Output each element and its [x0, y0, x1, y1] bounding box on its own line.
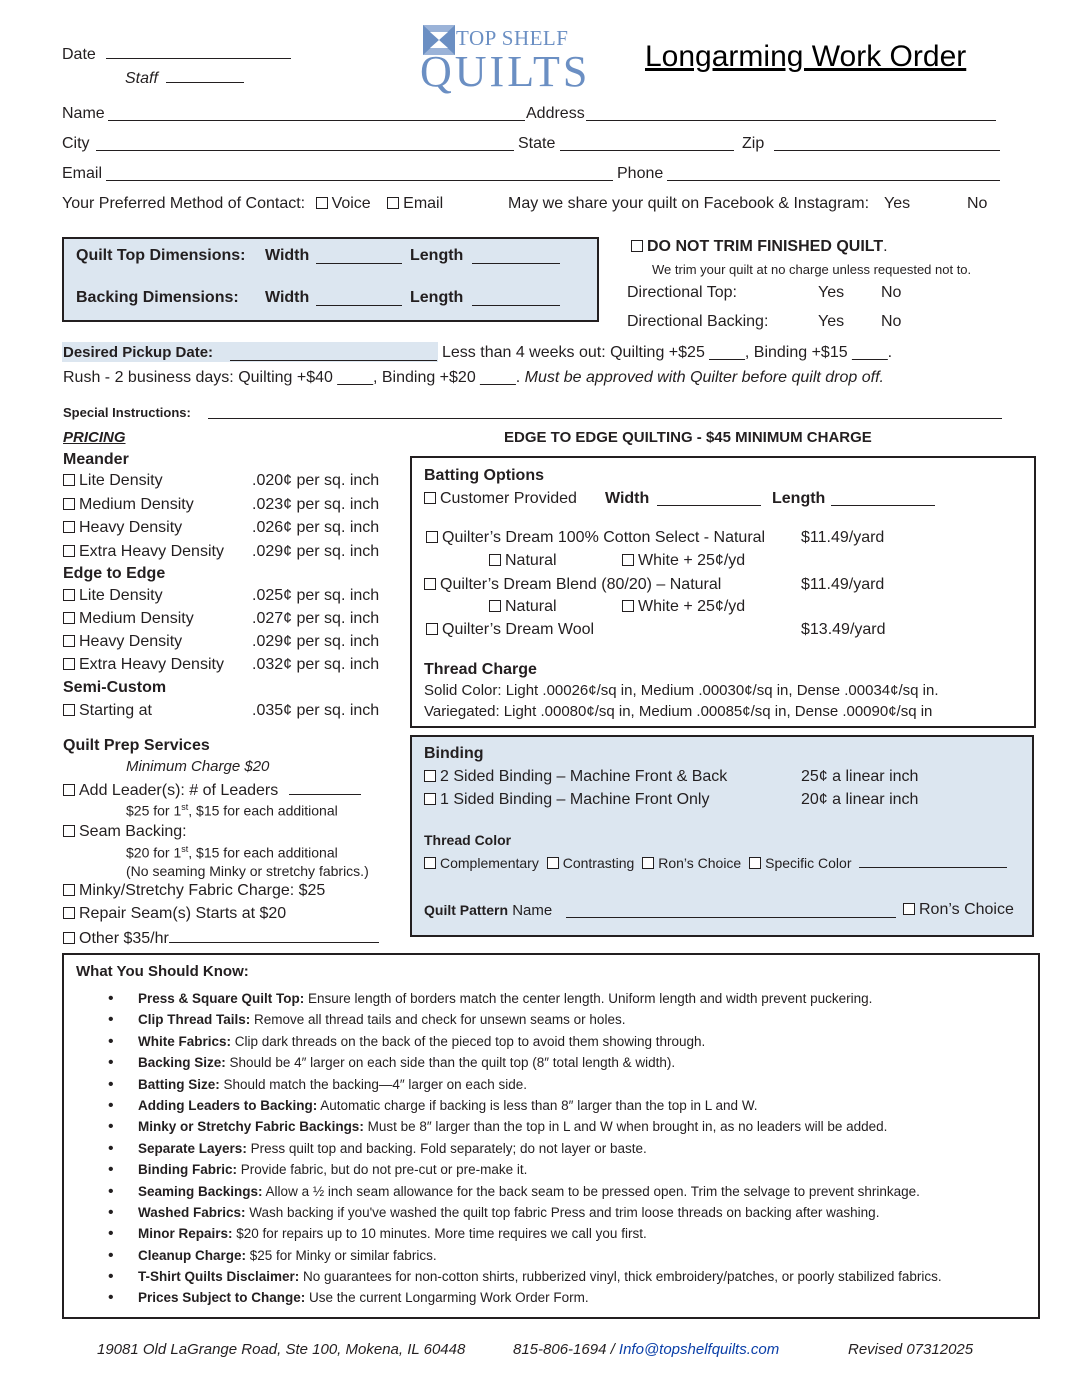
blend-row	[424, 576, 721, 594]
other-checkbox[interactable]	[63, 932, 75, 944]
know-item-heading: T-Shirt Quilts Disclaimer:	[138, 1269, 300, 1285]
know-item-heading: Binding Fabric:	[138, 1162, 237, 1178]
thread-solid: Solid Color: Light .00026¢/sq in, Medium .00030¢/sq in, Dense .00034¢/sq in.	[424, 682, 939, 699]
know-item-text: Use the current Longarming Work Order Form.	[305, 1290, 589, 1306]
meander-label: Medium Density	[79, 495, 194, 513]
meander-checkbox[interactable]	[63, 474, 75, 486]
directional-top-no[interactable]: No	[881, 284, 902, 301]
blend-natural-checkbox[interactable]	[489, 600, 501, 612]
do-not-trim-row	[631, 238, 888, 256]
know-item	[108, 1266, 942, 1287]
city-label: City	[62, 135, 90, 152]
know-item	[108, 1116, 942, 1137]
backing-length-label: Length	[410, 289, 464, 306]
do-not-trim-period: .	[883, 238, 888, 255]
know-item-heading: Prices Subject to Change:	[138, 1290, 306, 1306]
address-label: Address	[526, 105, 585, 122]
blend-checkbox[interactable]	[424, 578, 436, 590]
quilt-top-width-field[interactable]	[316, 263, 402, 264]
what-to-know-title: What You Should Know:	[76, 963, 249, 980]
edge-to-edge-label: Heavy Density	[79, 633, 183, 650]
repair-checkbox[interactable]	[63, 907, 75, 919]
know-item-text: Clip dark threads on the back of the pieced top to avoid them showing through.	[231, 1033, 706, 1049]
know-item-heading: Minor Repairs:	[138, 1226, 233, 1242]
meander-heading: Meander	[63, 451, 129, 468]
staff-field[interactable]	[166, 68, 244, 83]
contact-method-row	[62, 195, 443, 213]
contrasting-label: Contrasting	[562, 855, 635, 871]
edge-to-edge-price: .025¢ per sq. inch	[252, 587, 380, 604]
thread-variegated: Variegated: Light .00080¢/sq in, Medium .00085¢/sq in, Dense .00090¢/sq in	[424, 703, 933, 720]
know-item	[108, 1095, 942, 1116]
pattern-name-field[interactable]	[566, 917, 896, 918]
know-item	[108, 1245, 942, 1266]
phone-label: Phone	[617, 165, 664, 182]
add-leader-checkbox[interactable]	[63, 784, 75, 796]
seam-backing-checkbox[interactable]	[63, 825, 75, 837]
rons-choice-label: Ron’s Choice	[658, 855, 742, 871]
two-sided-label: 2 Sided Binding – Machine Front & Back	[440, 768, 728, 785]
trim-note: We trim your quilt at no charge unless requested not to.	[652, 262, 972, 277]
date-field[interactable]	[106, 44, 291, 59]
batting-length-field[interactable]	[831, 505, 935, 506]
footer-address: 19081 Old LaGrange Road, Ste 100, Mokena, IL 60448	[97, 1341, 466, 1358]
rons-choice-checkbox[interactable]	[642, 857, 654, 869]
one-sided-row	[424, 791, 709, 809]
pickup-date-label: Desired Pickup Date:	[63, 344, 214, 361]
know-item-text: Ensure length of borders match the center length. Uniform length and width prevent puckering.	[304, 991, 873, 1006]
other-label: Other $35/hr	[79, 930, 169, 947]
meander-label: Lite Density	[79, 472, 163, 489]
edge-to-edge-heading: Edge to Edge	[63, 565, 166, 582]
backing-width-field[interactable]	[316, 305, 402, 306]
cotton-natural-option	[489, 552, 557, 570]
meander-checkbox[interactable]	[63, 521, 75, 533]
cotton-checkbox[interactable]	[426, 531, 438, 543]
share-yes[interactable]: Yes	[884, 195, 911, 212]
edge-to-edge-checkbox[interactable]	[63, 612, 75, 624]
specific-color-field[interactable]	[859, 853, 1007, 868]
e2e-min-charge-header: EDGE TO EDGE QUILTING - $45 MINIMUM CHARGE	[504, 429, 872, 446]
meander-item	[63, 543, 224, 561]
know-item	[108, 1138, 942, 1159]
edge-to-edge-checkbox[interactable]	[63, 658, 75, 670]
seam-note-2: (No seaming Minky or stretchy fabrics.)	[126, 863, 369, 879]
know-item-heading: Seaming Backings:	[138, 1183, 263, 1199]
one-sided-price: 20¢ a linear inch	[801, 791, 919, 808]
customer-provided-checkbox[interactable]	[424, 492, 436, 504]
share-no[interactable]: No	[967, 195, 988, 212]
email-checkbox[interactable]	[387, 197, 399, 209]
know-item	[108, 1074, 942, 1095]
leader-count-field[interactable]	[289, 780, 361, 795]
seam-backing-label: Seam Backing:	[79, 823, 187, 840]
know-item-heading: Adding Leaders to Backing:	[138, 1097, 318, 1113]
contact-method-label: Your Preferred Method of Contact:	[62, 195, 306, 212]
know-item	[108, 988, 942, 1009]
voice-checkbox[interactable]	[316, 197, 328, 209]
two-sided-checkbox[interactable]	[424, 770, 436, 782]
know-item-text: Automatic charge if backing is less than 8″ larger than the top in L and W.	[317, 1097, 758, 1113]
know-item-text: Press quilt top and backing. Fold separately; do not layer or baste.	[246, 1140, 647, 1156]
meander-price: .020¢ per sq. inch	[252, 472, 380, 489]
logo-quilts-text: QUILTS	[420, 47, 591, 96]
share-label: May we share your quilt on Facebook & Instagram:	[508, 195, 870, 212]
zip-field[interactable]	[774, 150, 1000, 151]
semi-custom-item	[63, 702, 152, 720]
email-label: Email	[62, 165, 103, 182]
edge-to-edge-item	[63, 633, 182, 651]
know-item	[108, 1223, 942, 1244]
prep-title: Quilt Prep Services	[63, 737, 210, 754]
know-item-text: Must be 8″ larger than the top in L and W when brought in, as no leaders will be added.	[363, 1119, 888, 1135]
contrasting-checkbox[interactable]	[547, 857, 559, 869]
know-item	[108, 1202, 942, 1223]
directional-top-label: Directional Top:	[627, 284, 737, 301]
meander-item	[63, 496, 194, 514]
footer-phone: 815-806-1694 /	[513, 1341, 615, 1358]
leader-note: $25 for 1st, $15 for each additional	[126, 802, 338, 819]
edge-to-edge-label: Lite Density	[79, 587, 163, 604]
blend-label: Quilter’s Dream Blend (80/20) – Natural	[440, 576, 722, 593]
know-item	[108, 1287, 942, 1308]
know-item-text: Remove all thread tails and check for unsewn seams or holes.	[250, 1012, 626, 1028]
customer-provided-label: Customer Provided	[440, 490, 577, 507]
repair-label: Repair Seam(s) Starts at $20	[79, 905, 287, 922]
know-item-heading: Separate Layers:	[138, 1140, 247, 1156]
complementary-checkbox[interactable]	[424, 857, 436, 869]
blend-natural-label: Natural	[505, 598, 557, 615]
voice-label: Voice	[331, 195, 371, 212]
wool-price: $13.49/yard	[801, 621, 886, 638]
batting-length-label: Length	[772, 490, 826, 507]
rush-row	[63, 369, 884, 387]
meander-item	[63, 519, 182, 537]
know-item-heading: Clip Thread Tails:	[138, 1012, 251, 1028]
wool-label: Quilter’s Dream Wool	[442, 621, 595, 638]
state-field[interactable]	[560, 150, 734, 151]
pattern-name-label: Name	[512, 902, 553, 919]
cotton-natural-label: Natural	[505, 552, 557, 569]
quilt-top-dimensions-label: Quilt Top Dimensions:	[76, 247, 246, 264]
city-field[interactable]	[96, 150, 514, 151]
semi-custom-price: .035¢ per sq. inch	[252, 702, 380, 719]
footer-email-link[interactable]: Info@topshelfquilts.com	[618, 1341, 780, 1358]
edge-to-edge-price: .029¢ per sq. inch	[252, 633, 380, 650]
staff-label: Staff	[125, 70, 158, 87]
pickup-date-field[interactable]	[230, 360, 437, 361]
pattern-rons-label: Ron’s Choice	[919, 901, 1014, 918]
know-item-heading: Minky or Stretchy Fabric Backings:	[138, 1119, 364, 1135]
blend-price: $11.49/yard	[801, 576, 885, 593]
know-item	[108, 1181, 942, 1202]
meander-checkbox[interactable]	[63, 498, 75, 510]
know-item-text: No guarantees for non-cotton shirts, rubberized vinyl, thick embroidery/patches, or poorly stabilized fabrics.	[299, 1269, 942, 1285]
binding-title: Binding	[424, 745, 484, 762]
backing-length-field[interactable]	[472, 305, 560, 306]
cotton-natural-checkbox[interactable]	[489, 554, 501, 566]
know-item-text: $20 for repairs up to 10 minutes. More time requires we call you first.	[232, 1226, 647, 1242]
know-item-text: Should match the backing—4″ larger on each side.	[219, 1076, 527, 1092]
footer-revised: Revised 07312025	[848, 1341, 974, 1358]
edge-to-edge-label: Extra Heavy Density	[79, 656, 224, 673]
meander-price: .023¢ per sq. inch	[252, 495, 380, 513]
repair-row	[63, 905, 286, 923]
other-row	[63, 928, 379, 948]
blend-white-label: White + 25¢/yd	[638, 598, 746, 615]
special-instructions-label: Special Instructions:	[63, 405, 191, 420]
what-to-know-list	[108, 988, 942, 1309]
edge-to-edge-price: .027¢ per sq. inch	[252, 610, 380, 627]
name-label: Name	[62, 105, 105, 122]
batting-width-label: Width	[605, 490, 650, 507]
semi-custom-label: Starting at	[79, 702, 152, 719]
logo	[420, 22, 591, 96]
thread-color-row	[424, 853, 1007, 871]
quilt-top-length-label: Length	[410, 247, 464, 264]
prep-min-charge: Minimum Charge $20	[126, 758, 270, 775]
add-leader-row	[63, 780, 361, 800]
meander-label: Extra Heavy Density	[79, 542, 224, 560]
directional-backing-yes[interactable]: Yes	[818, 313, 845, 330]
complementary-label: Complementary	[440, 855, 539, 871]
page-title: Longarming Work Order	[645, 40, 967, 73]
know-item-heading: Cleanup Charge:	[138, 1247, 247, 1263]
know-item	[108, 1009, 942, 1030]
directional-backing-no[interactable]: No	[881, 313, 902, 330]
know-item-heading: Washed Fabrics:	[138, 1204, 246, 1220]
know-item-heading: White Fabrics:	[138, 1033, 232, 1049]
staff-row	[125, 68, 244, 88]
backing-width-label: Width	[265, 289, 310, 306]
edge-to-edge-price: .032¢ per sq. inch	[252, 656, 380, 673]
add-leader-label: Add Leader(s): # of Leaders	[79, 782, 279, 799]
pricing-title: PRICING	[63, 429, 126, 446]
address-field[interactable]	[586, 120, 996, 121]
pattern-rons-row	[903, 901, 1014, 919]
date-row	[62, 44, 291, 64]
rush-note: Must be approved with Quilter before quilt drop off.	[524, 369, 884, 386]
cotton-row	[426, 529, 765, 547]
batting-title: Batting Options	[424, 467, 544, 484]
customer-provided-row	[424, 490, 577, 508]
special-instructions-field[interactable]	[208, 418, 1002, 419]
email-field[interactable]	[106, 180, 613, 181]
zip-label: Zip	[742, 135, 765, 152]
edge-to-edge-item	[63, 587, 163, 605]
thread-charge-title: Thread Charge	[424, 661, 537, 678]
know-item	[108, 1052, 942, 1073]
phone-field[interactable]	[667, 180, 1000, 181]
semi-custom-checkbox[interactable]	[63, 704, 75, 716]
do-not-trim-label: DO NOT TRIM FINISHED QUILT	[647, 238, 884, 255]
seam-backing-row	[63, 823, 187, 841]
one-sided-checkbox[interactable]	[424, 793, 436, 805]
less-than-4-weeks: Less than 4 weeks out: Quilting +$25 ____, Binding +$15 ____.	[442, 344, 893, 361]
meander-item	[63, 472, 163, 490]
know-item-text: Should be 4″ larger on each side than the quilt top (8″ total length & width).	[225, 1055, 676, 1071]
know-item-text: $25 for Minky or similar fabrics.	[246, 1247, 437, 1263]
edge-to-edge-checkbox[interactable]	[63, 589, 75, 601]
meander-label: Heavy Density	[79, 519, 183, 536]
edge-to-edge-item	[63, 610, 194, 628]
quilt-top-length-field[interactable]	[472, 263, 560, 264]
pattern-rons-checkbox[interactable]	[903, 903, 915, 915]
wool-checkbox[interactable]	[426, 623, 438, 635]
blend-white-option	[622, 598, 745, 616]
date-label: Date	[62, 46, 96, 63]
know-item	[108, 1031, 942, 1052]
two-sided-price: 25¢ a linear inch	[801, 768, 919, 785]
minky-checkbox[interactable]	[63, 884, 75, 896]
seam-note: $20 for 1st, $15 for each additional	[126, 844, 338, 861]
minky-label: Minky/Stretchy Fabric Charge: $25	[79, 882, 326, 899]
quilt-pattern-row	[424, 902, 552, 919]
cotton-white-checkbox[interactable]	[622, 554, 634, 566]
two-sided-row	[424, 768, 727, 786]
other-field[interactable]	[169, 928, 379, 943]
know-item-heading: Backing Size:	[138, 1055, 226, 1071]
know-item-heading: Batting Size:	[138, 1076, 220, 1092]
know-item-text: Provide fabric, but do not pre-cut or pre-make it.	[237, 1162, 528, 1178]
directional-top-yes[interactable]: Yes	[818, 284, 845, 301]
specific-color-label: Specific Color	[765, 855, 852, 871]
directional-backing-label: Directional Backing:	[627, 313, 769, 330]
cotton-label: Quilter’s Dream 100% Cotton Select - Natural	[442, 529, 766, 546]
state-label: State	[518, 135, 556, 152]
quilt-pattern-label: Quilt Pattern	[424, 902, 509, 918]
edge-to-edge-label: Medium Density	[79, 610, 194, 627]
rush-text: Rush - 2 business days: Quilting +$40 ____, Binding +$20 ____.	[63, 369, 521, 386]
know-item-text: Wash backing if you've washed the quilt top fabric Press and trim loose threads on backing after washing.	[245, 1204, 880, 1220]
specific-color-checkbox[interactable]	[749, 857, 761, 869]
edge-to-edge-item	[63, 656, 224, 674]
know-item	[108, 1159, 942, 1180]
meander-price: .026¢ per sq. inch	[252, 519, 380, 536]
cotton-white-option	[622, 552, 745, 570]
do-not-trim-checkbox[interactable]	[631, 240, 643, 252]
batting-width-field[interactable]	[657, 505, 761, 506]
email-option-label: Email	[403, 195, 444, 212]
blend-white-checkbox[interactable]	[622, 600, 634, 612]
blend-natural-option	[489, 598, 557, 616]
footer-contact	[513, 1341, 779, 1358]
one-sided-label: 1 Sided Binding – Machine Front Only	[440, 791, 710, 808]
name-field[interactable]	[108, 120, 525, 121]
know-item-text: Allow a ½ inch seam allowance for the back seam to be pressed open. Trim the selvage to prevent shrinkage.	[262, 1183, 920, 1199]
wool-row	[426, 621, 594, 639]
know-item-heading: Press & Square Quilt Top:	[138, 991, 305, 1006]
backing-dimensions-label: Backing Dimensions:	[76, 289, 239, 306]
edge-to-edge-checkbox[interactable]	[63, 635, 75, 647]
meander-price: .029¢ per sq. inch	[252, 542, 380, 560]
thread-color-title: Thread Color	[424, 832, 512, 848]
cotton-white-label: White + 25¢/yd	[638, 552, 746, 569]
meander-checkbox[interactable]	[63, 545, 75, 557]
quilt-top-width-label: Width	[265, 247, 310, 264]
semi-custom-heading: Semi-Custom	[63, 679, 167, 696]
logo-top-text: TOP SHELF	[456, 26, 569, 50]
cotton-price: $11.49/yard	[801, 529, 885, 546]
minky-row	[63, 882, 325, 900]
